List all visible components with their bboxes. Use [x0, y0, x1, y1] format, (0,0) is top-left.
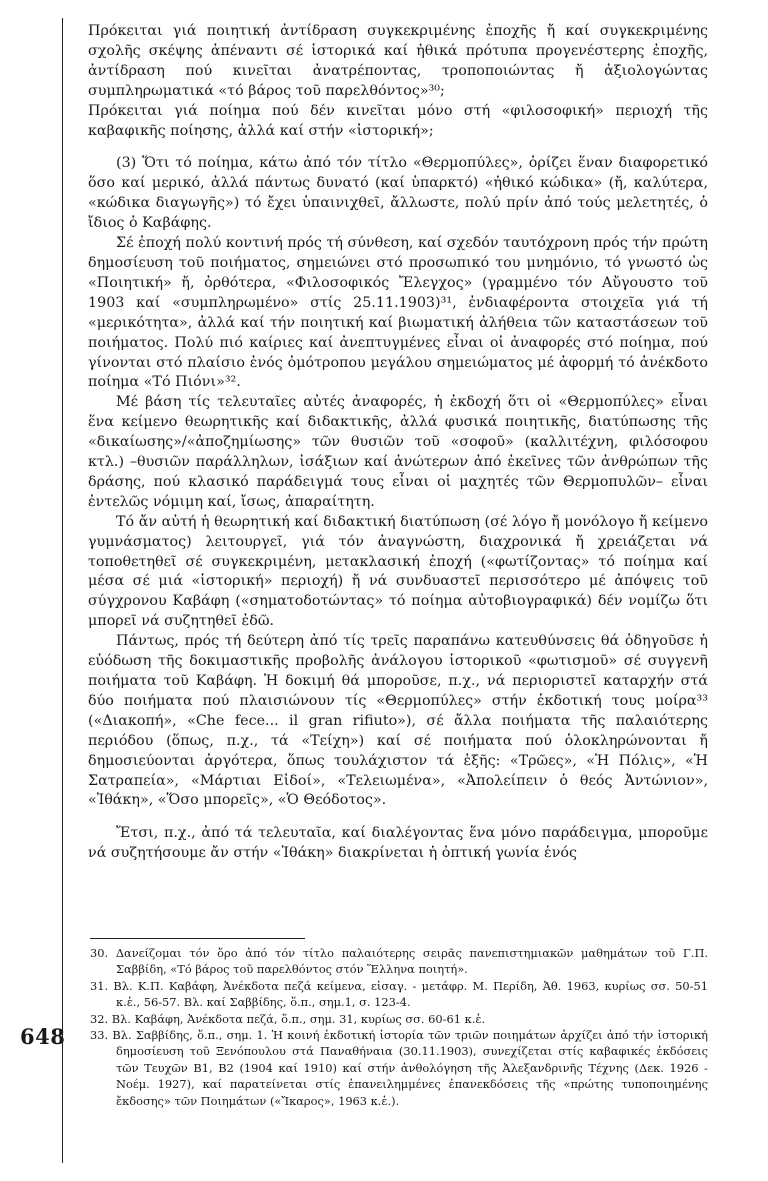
footnote: 33. Βλ. Σαββίδης, ὅ.π., σημ. 1. Ἡ κοινή ἐκδοτική ἱστορία τῶν τριῶν ποιημάτων ἀρχίζει ἀπό τήν ἱστορική δημοσίευση τοῦ Ξενόπουλου στά Παναθήναια (30.11.1903), συνεχίζεται στίς καβαφικές ἐκδόσεις τῶν Τευχῶν Β1, Β2 (1904 καί 1910) καί στήν ἀνθολόγηση τῆς Ἀλεξανδρινῆς Τέχνης (Δεκ. 1926 - Νοέμ. 1927), καί παρατείνεται στίς ἐπανειλημμένες ἐπανεκδόσεις τῆς «πρώτης τυποποιημένης ἔκδοσης» τῶν Ποιημάτων («Ἴκαρος», 1963 κ.ἑ.).	[90, 1028, 708, 1108]
footnote: 31. Βλ. Κ.Π. Καβάφη, Ἀνέκδοτα πεζά κείμενα, εἰσαγ. - μετάφρ. Μ. Περίδη, Ἀθ. 1963, κυρίως σσ. 50-51 κ.ἑ., 56-57. Βλ. καί Σαββίδης, ὅ.π., σημ.1, σ. 123-4.	[90, 978, 708, 1010]
margin-rule	[62, 18, 63, 1163]
paragraph: Πάντως, πρός τή δεύτερη ἀπό τίς τρεῖς παραπάνω κατευθύνσεις θά ὁδηγοῦσε ἡ εὐόδωση τῆς δοκιμαστικῆς προβολῆς ἀνάλογου ἱστορικοῦ «φωτισμοῦ» σέ συγγενῆ ποιήματα τοῦ Καβάφη. Ἡ δοκιμή θά μποροῦσε, π.χ., νά περιοριστεῖ καταρχήν στά δύο ποιήματα πού πλαισιώνουν τίς «Θερμοπύλες» στήν ἐκδοτική τους μοίρα³³ («Διακοπή», «Che fece... il gran rifiuto»), σέ ἄλλα ποιήματα τῆς παλαιότερης περιόδου (ὅπως, π.χ., τά «Τείχη») καί σέ ποιήματα πού ὁλοκληρώνονται ἤ δημοσιεύονται ἀργότερα, ὅπως τουλάχιστον τά ἑξῆς: «Τρῶες», «Ἡ Πόλις», «Ἡ Σατραπεία», «Μάρτιαι Εἰδοί», «Τελειωμένα», «Ἀπολείπειν ὁ θεός Ἀντώνιον», «Ἰθάκη», «Ὅσο μπορεῖς», «Ὁ Θεόδοτος».	[88, 633, 708, 809]
footnote: 32. Βλ. Καβάφη, Ἀνέκδοτα πεζά, ὅ.π., σημ. 31, κυρίως σσ. 60-61 κ.ἑ.	[90, 1011, 486, 1026]
paragraph: Πρόκειται γιά ποίημα πού δέν κινεῖται μόνο στή «φιλοσοφική» περιοχή τῆς καβαφικῆς ποίησης, ἀλλά καί στήν «ἱστορική»;	[88, 102, 708, 139]
paragraph: (3) Ὅτι τό ποίημα, κάτω ἀπό τόν τίτλο «Θερμοπύλες», ὁρίζει ἕναν διαφορετικό ὅσο καί μερικό, ἀλλά πάντως δυνατό (καί ὑπαρκτό) «ἠθικό κώδικα» (ἤ, καλύτερα, «κώδικα διαγωγῆς») τό ἔχει ὑπαινιχθεῖ, ἄλλωστε, πολύ πρίν ἀπό τούς μελετητές, ὁ ἴδιος ὁ Καβάφης.	[88, 155, 708, 232]
paragraph: Ἔτσι, π.χ., ἀπό τά τελευταῖα, καί διαλέγοντας ἕνα μόνο παράδειγμα, μποροῦμε νά συζητήσουμε ἄν στήν «Ἰθάκη» διακρίνεται ἡ ὀπτική γωνία ἑνός	[88, 825, 708, 862]
page-number: 648	[20, 1024, 66, 1049]
main-text	[88, 22, 708, 864]
paragraph: Πρόκειται γιά ποιητική ἀντίδραση συγκεκριμένης ἐποχῆς ἤ καί συγκεκριμένης σχολῆς σκέψης ἀπέναντι σέ ἱστορικά καί ἠθικά πρότυπα προγενέστερης ἐποχῆς, ἀντίδραση πού κινεῖται ἀνατρέποντας, τροποποιώντας ἤ ἀξιολογώντας συμπληρωματικά «τό βάρος τοῦ παρελθόντος»³⁰;	[88, 23, 708, 99]
footnote-divider	[90, 938, 305, 939]
footnote: 30. Δανείζομαι τόν ὅρο ἀπό τόν τίτλο παλαιότερης σειρᾶς πανεπιστημιακῶν μαθημάτων τοῦ Γ.Π. Σαββίδη, «Τό βάρος τοῦ παρελθόντος στόν Ἕλληνα ποιητή».	[90, 946, 708, 977]
footnotes	[90, 945, 708, 1109]
paragraph: Τό ἄν αὐτή ἡ θεωρητική καί διδακτική διατύπωση (σέ λόγο ἤ μονόλογο ἤ κείμενο γυμνάσματος) λειτουργεῖ, γιά τόν ἀναγνώστη, διαχρονικά ἤ χρειάζεται νά τοποθετηθεῖ σέ συγκεκριμένη, μετακλασική ἐποχή («φωτίζοντας» τό ποίημα καί μέσα σέ μιά «ἱστορική» περιοχή) ἤ νά συνδυαστεῖ περισσότερο μέ ἀπόψεις τοῦ σύγχρονου Καβάφη («σηματοδοτώντας» τό ποίημα αὐτοβιογραφικά) δέν νομίζω ὅτι μπορεῖ νά συζητηθεῖ ἐδῶ.	[88, 513, 708, 630]
paragraph: Μέ βάση τίς τελευταῖες αὐτές ἀναφορές, ἡ ἐκδοχή ὅτι οἱ «Θερμοπύλες» εἶναι ἕνα κείμενο θεωρητικῆς καί διδακτικῆς, ἀλλά φυσικά ποιητικῆς, διατύπωσης τῆς «δικαίωσης»/«ἀποζημίωσης» τῶν θυσιῶν τοῦ «σοφοῦ» (καλλιτέχνη, φιλόσοφου κτλ.) –θυσιῶν παράλληλων, ἰσάξιων καί ἀνώτερων ἀπό ἐκεῖνες τῶν ἀνθρώπων τῆς δράσης, πού κλασικό παράδειγμά τους εἶναι οἱ μαχητές τῶν Θερμοπυλῶν– εἶναι ἐντελῶς νόμιμη καί, ἴσως, ἀπαραίτητη.	[88, 394, 708, 510]
paragraph: Σέ ἐποχή πολύ κοντινή πρός τή σύνθεση, καί σχεδόν ταυτόχρονη πρός τήν πρώτη δημοσίευση τοῦ ποιήματος, σημειώνει στό προσωπικό του μνημόνιο, τό γνωστό ὡς «Ποιητική» ἤ, ὀρθότερα, «Φιλοσοφικός Ἔλεγχος» (γραμμένο τόν Αὔγουστο τοῦ 1903 καί «συμπληρωμένο» στίς 25.11.1903)³¹, ἐνδιαφέροντα στοιχεῖα γιά τή «μερικότητα», ἀλλά καί τήν ποιητική καί βιωματική ἀλήθεια τῶν καταστάσεων τοῦ ποιήματος. Πολύ πιό καίριες καί ἀνεπτυγμένες εἶναι οἱ ἀναφορές στό ποίημα, πού γίνονται στό πλαίσιο ἑνός ὁμότροπου μεγάλου σημειώματος μέ ἀφορμή τό ἀνέκδοτο ποίημα «Τό Πιόνι»³².	[88, 235, 708, 391]
